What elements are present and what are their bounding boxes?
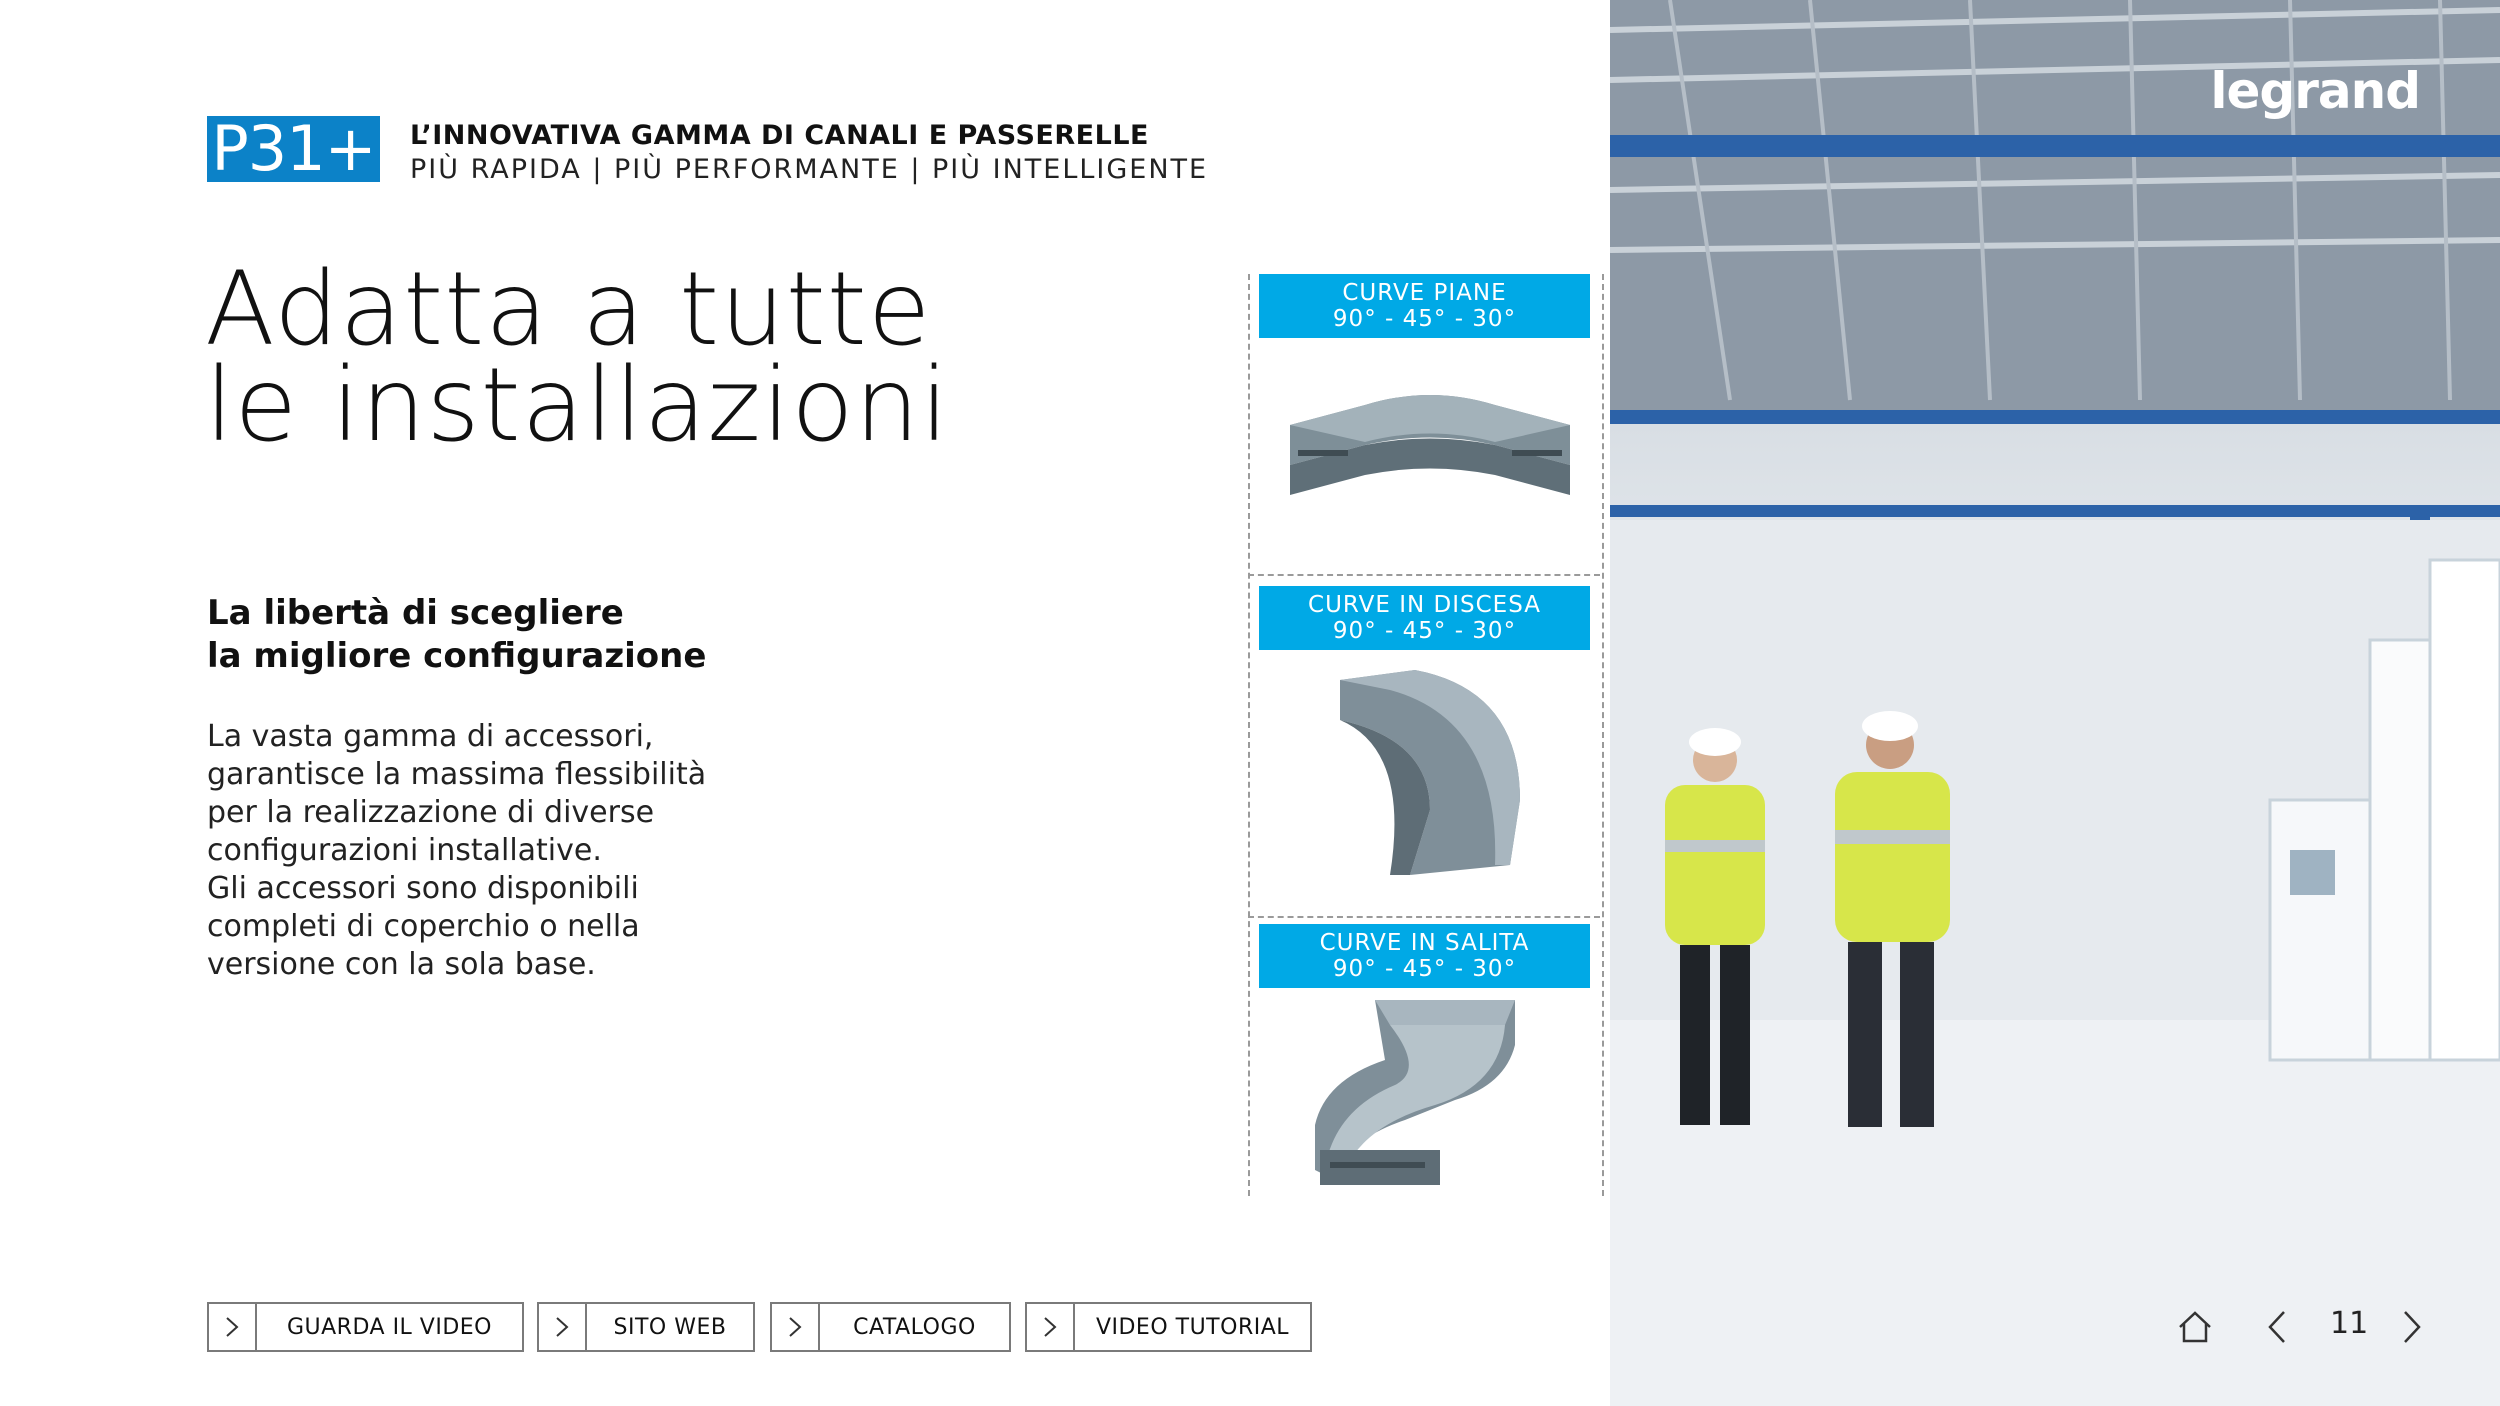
hero-photo (1610, 0, 2500, 1406)
body-line: configurazioni installative. (207, 833, 602, 868)
body-line: Gli accessori sono disponibili (207, 871, 639, 906)
product-title: CURVE IN DISCESA (1308, 592, 1541, 618)
product-title: CURVE PIANE (1342, 280, 1507, 306)
chevron-right-icon (772, 1304, 820, 1350)
flat-curve-image (1280, 380, 1580, 510)
legrand-logo: legrand (2210, 62, 2420, 120)
chevron-left-icon (2262, 1307, 2292, 1347)
body-text (207, 718, 847, 984)
next-page-button[interactable] (2397, 1305, 2427, 1349)
product-label-curve-piane (1259, 274, 1590, 338)
tagline-sub: PIÙ RAPIDA | PIÙ PERFORMANTE | PIÙ INTELLIGENTE (410, 154, 1209, 185)
body-line: per la realizzazione di diverse (207, 795, 655, 830)
page-title-line1: Adatta a tutte (205, 250, 932, 369)
page-title (205, 250, 950, 465)
product-divider (1248, 916, 1600, 918)
previous-page-button[interactable] (2262, 1305, 2292, 1349)
subhead-line2: la migliore configurazione (207, 636, 707, 676)
down-curve-image (1320, 660, 1530, 885)
page-number: 11 (2330, 1306, 2369, 1341)
watch-video-button[interactable] (207, 1302, 524, 1352)
button-label: VIDEO TUTORIAL (1095, 1314, 1290, 1340)
button-label: GUARDA IL VIDEO (286, 1314, 493, 1340)
chevron-right-icon (539, 1304, 587, 1350)
factory-scene (1610, 0, 2500, 1406)
chevron-right-icon (2397, 1307, 2427, 1347)
button-label: CATALOGO (853, 1314, 976, 1340)
chevron-right-icon (209, 1304, 257, 1350)
body-line: La vasta gamma di accessori, (207, 719, 654, 754)
website-button[interactable] (537, 1302, 755, 1352)
product-angles: 90° - 45° - 30° (1332, 306, 1517, 332)
home-button[interactable] (2175, 1305, 2215, 1349)
product-title: CURVE IN SALITA (1319, 930, 1530, 956)
video-tutorial-button[interactable] (1025, 1302, 1312, 1352)
chevron-right-icon (1027, 1304, 1075, 1350)
up-curve-image (1305, 990, 1525, 1190)
section-subhead (207, 592, 706, 678)
home-icon (2175, 1307, 2215, 1347)
body-line: completi di coperchio o nella (207, 909, 640, 944)
product-angles: 90° - 45° - 30° (1332, 618, 1517, 644)
body-line: versione con la sola base. (207, 947, 596, 982)
subhead-line1: La libertà di scegliere (207, 593, 624, 633)
page-title-line2: le installazioni (205, 346, 950, 465)
product-label-curve-salita (1259, 924, 1590, 988)
button-label: SITO WEB (613, 1314, 727, 1340)
tagline-main: L’INNOVATIVA GAMMA DI CANALI E PASSERELLE (410, 120, 1149, 151)
body-line: garantisce la massima flessibilità (207, 757, 707, 792)
product-angles: 90° - 45° - 30° (1332, 956, 1517, 982)
product-label-curve-discesa (1259, 586, 1590, 650)
catalog-button[interactable] (770, 1302, 1011, 1352)
product-divider (1248, 574, 1600, 576)
p31-logo: P31+ (207, 116, 380, 182)
